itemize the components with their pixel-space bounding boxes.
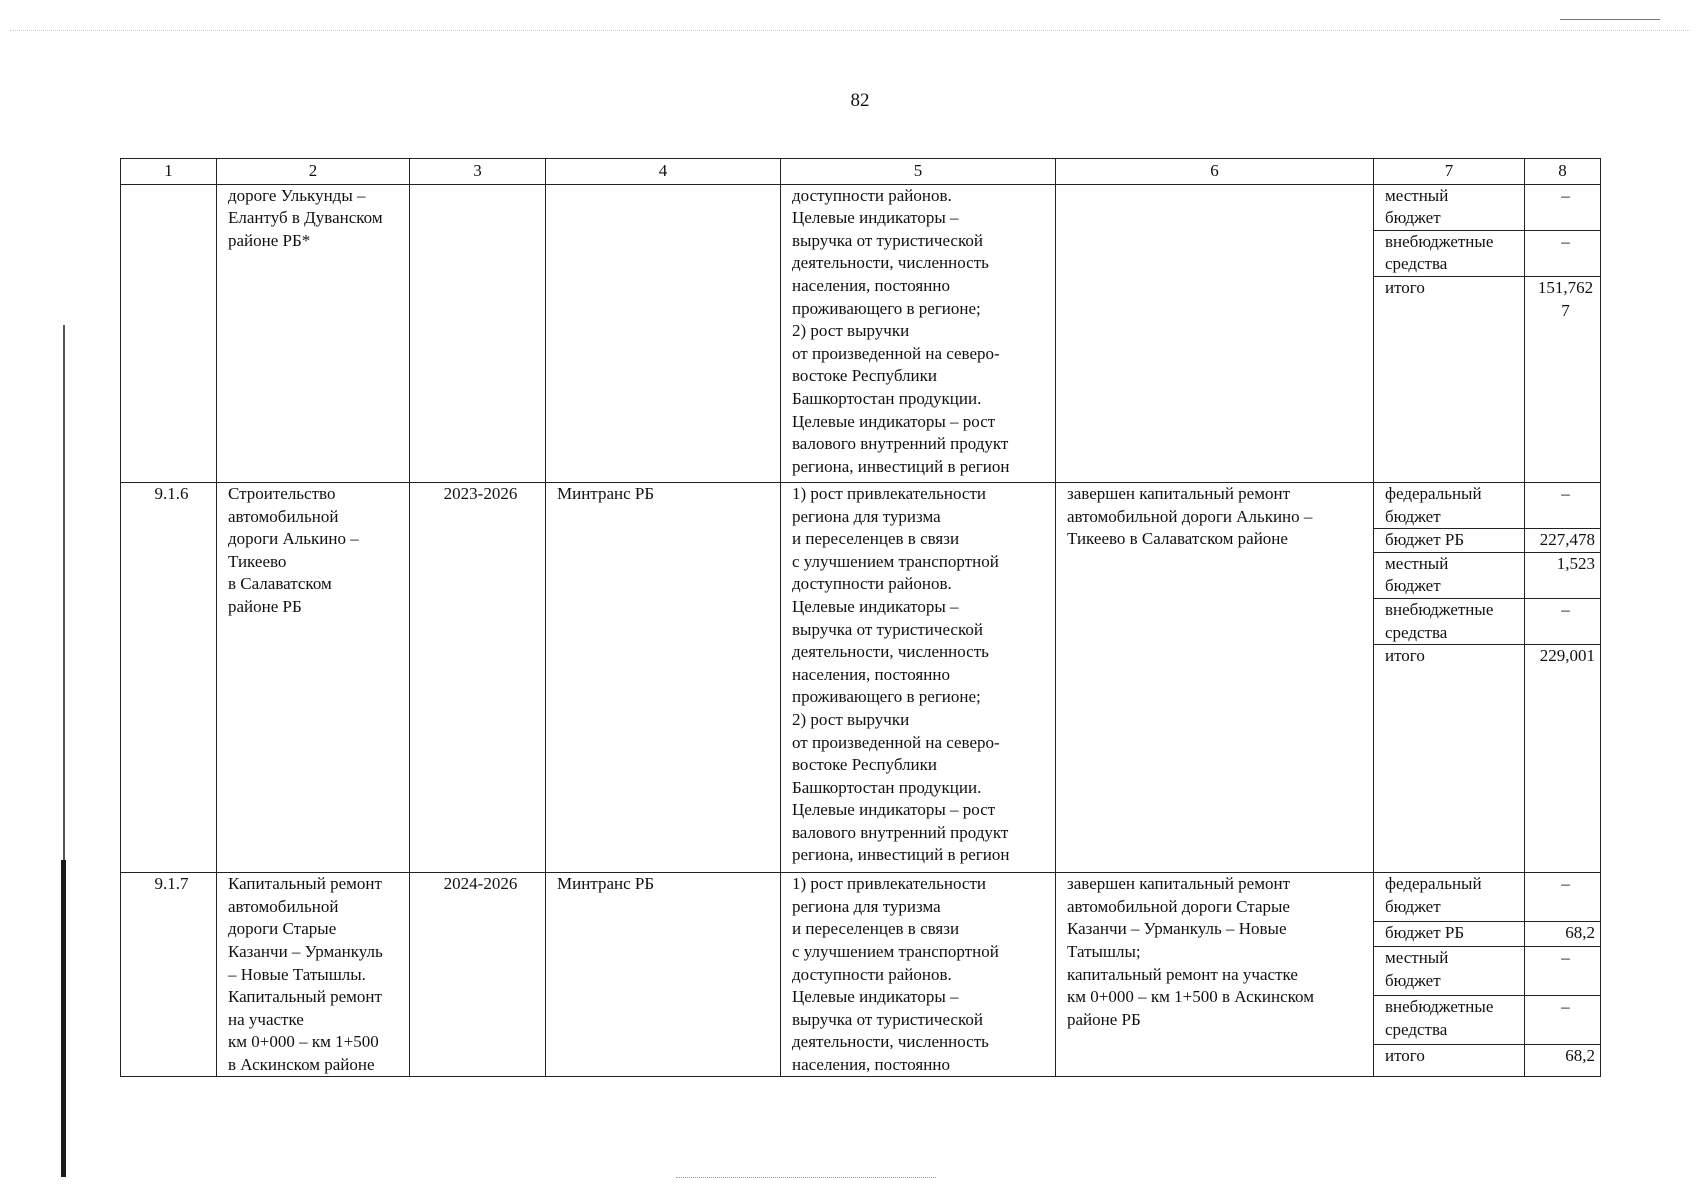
item-executor: Минтранс РБ — [546, 873, 781, 1077]
scan-artifact-line — [1560, 19, 1660, 20]
funding-amount: – — [1525, 184, 1601, 230]
funding-amount: – — [1525, 230, 1601, 276]
item-number: 9.1.6 — [121, 482, 217, 872]
column-header: 4 — [546, 159, 781, 185]
item-name: Капитальный ремонт автомобильной дороги Старые Казанчи – Урманкуль – Новые Татышлы. Капитальный ремонт на участке км 0+000 – км 1+500 в Аскинском районе — [217, 873, 410, 1077]
column-header: 8 — [1525, 159, 1601, 185]
table-row — [121, 482, 1601, 528]
item-executor: Минтранс РБ — [546, 482, 781, 872]
binding-edge — [63, 325, 65, 860]
funding-amount: 68,2 — [1525, 1045, 1601, 1077]
funding-source: итого — [1374, 1045, 1525, 1077]
funding-amount: 1,523 — [1525, 552, 1601, 598]
funding-source: внебюджетные средства — [1374, 598, 1525, 644]
item-name: дороге Улькунды – Елантуб в Дуванском районе РБ* — [217, 184, 410, 482]
item-goals: 1) рост привлекательности региона для туризма и переселенцев в связи с улучшением транспортной доступности районов. Целевые индикаторы – выручка от туристической деятельности, численность населения, постоянно проживающего в регионе; 2) рост выручки от произведенной на северо- востоке Республики Башкортостан продукции. Целевые индикаторы – рост валового внутренний продукт региона, инвестиций в регион — [781, 482, 1056, 872]
column-header: 6 — [1056, 159, 1374, 185]
item-period — [410, 184, 546, 482]
item-result: завершен капитальный ремонт автомобильной дороги Старые Казанчи – Урманкуль – Новые Татышлы; капитальный ремонт на участке км 0+000 – км 1+500 в Аскинском районе РБ — [1056, 873, 1374, 1077]
funding-amount: 229,001 — [1525, 645, 1601, 873]
column-number-row — [121, 159, 1601, 185]
funding-source: местный бюджет — [1374, 184, 1525, 230]
item-period: 2023-2026 — [410, 482, 546, 872]
item-result — [1056, 184, 1374, 482]
funding-source: внебюджетные средства — [1374, 230, 1525, 276]
funding-amount: – — [1525, 598, 1601, 644]
funding-source: бюджет РБ — [1374, 922, 1525, 947]
item-name: Строительство автомобильной дороги Алькино – Тикеево в Салаватском районе РБ — [217, 482, 410, 872]
binding-edge — [61, 860, 66, 1177]
item-number — [121, 184, 217, 482]
program-table — [120, 158, 1601, 1077]
item-result: завершен капитальный ремонт автомобильной дороги Алькино – Тикеево в Салаватском районе — [1056, 482, 1374, 872]
scan-artifact-line — [10, 30, 1690, 31]
page-number: 82 — [850, 90, 870, 111]
item-executor — [546, 184, 781, 482]
funding-source: федеральный бюджет — [1374, 482, 1525, 528]
column-header: 1 — [121, 159, 217, 185]
funding-source: бюджет РБ — [1374, 529, 1525, 553]
funding-amount: 227,478 — [1525, 529, 1601, 553]
column-header: 3 — [410, 159, 546, 185]
item-goals: 1) рост привлекательности региона для туризма и переселенцев в связи с улучшением транспортной доступности районов. Целевые индикаторы – выручка от туристической деятельности, численность населения, постоянно — [781, 873, 1056, 1077]
item-goals: доступности районов. Целевые индикаторы – выручка от туристической деятельности, численность населения, постоянно проживающего в регионе; 2) рост выручки от произведенной на северо- востоке Республики Башкортостан продукции. Целевые индикаторы – рост валового внутренний продукт региона, инвестиций в регион — [781, 184, 1056, 482]
table-row — [121, 873, 1601, 922]
column-header: 7 — [1374, 159, 1525, 185]
funding-amount: – — [1525, 947, 1601, 996]
funding-source: местный бюджет — [1374, 552, 1525, 598]
column-header: 2 — [217, 159, 410, 185]
column-header: 5 — [781, 159, 1056, 185]
table-row — [121, 184, 1601, 230]
funding-source: федеральный бюджет — [1374, 873, 1525, 922]
funding-source: итого — [1374, 645, 1525, 873]
funding-source: внебюджетные средства — [1374, 996, 1525, 1045]
item-period: 2024-2026 — [410, 873, 546, 1077]
funding-amount: – — [1525, 873, 1601, 922]
funding-source: местный бюджет — [1374, 947, 1525, 996]
scan-artifact-line — [676, 1177, 936, 1178]
funding-amount: – — [1525, 996, 1601, 1045]
item-number: 9.1.7 — [121, 873, 217, 1077]
funding-amount: – — [1525, 482, 1601, 528]
funding-amount: 151,762 7 — [1525, 276, 1601, 482]
funding-source: итого — [1374, 276, 1525, 482]
funding-amount: 68,2 — [1525, 922, 1601, 947]
